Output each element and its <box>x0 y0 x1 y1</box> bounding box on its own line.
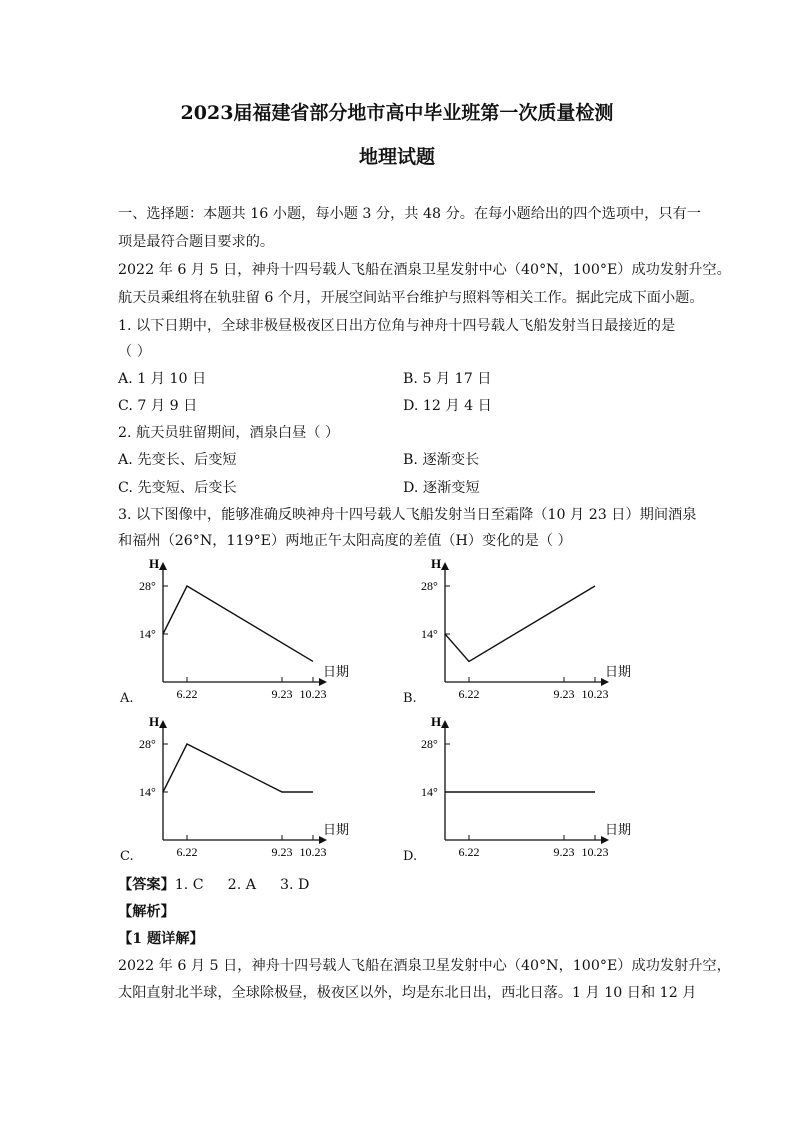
graph-c <box>115 710 365 870</box>
q2-stem: 2. 航天员驻留期间，酒泉白昼（ ） <box>118 425 340 441</box>
x-axis-arrow <box>601 678 609 686</box>
graph-b <box>397 552 647 712</box>
x-tick-label: 6.22 <box>176 845 198 859</box>
y-tick-label: 28° <box>421 579 438 593</box>
y-axis-arrow <box>441 562 449 570</box>
x-axis-arrow <box>319 678 327 686</box>
graph-d-label: D. <box>403 849 418 864</box>
analysis-tag: 【解析】 <box>118 904 175 920</box>
x-tick-label: 6.22 <box>458 845 480 859</box>
y-axis-arrow <box>159 720 167 728</box>
section-instruction-line-1: 一、选择题：本题共 16 小题，每小题 3 分，共 48 分。在每小题给出的四个选项中，只有一 <box>118 206 701 222</box>
analysis-line-1: 2022 年 6 月 5 日，神舟十四号载人飞船在酒泉卫星发射中心（40°N，100°E）成功发射升空， <box>118 958 731 974</box>
page-title: 2023届福建省部分地市高中毕业班第一次质量检测 <box>180 102 614 124</box>
section-instruction-line-2: 项是最符合题目要求的。 <box>118 234 275 250</box>
y-axis-label: H <box>149 714 160 729</box>
q1-option-c: C. 7 月 9 日 <box>118 398 198 414</box>
answer-3: 3. D <box>279 877 310 893</box>
answer-tag: 【答案】 <box>118 877 175 893</box>
q1-stem-line-2: （ ） <box>118 344 151 360</box>
q1-option-d: D. 12 月 4 日 <box>403 398 492 414</box>
answer-2: 2. A <box>227 877 256 893</box>
graph-d <box>397 710 647 870</box>
x-tick-label: 6.22 <box>176 687 198 701</box>
x-tick-label: 9.23 <box>271 845 293 859</box>
graph-a-label: A. <box>120 691 134 706</box>
answer-line <box>118 874 309 894</box>
y-axis-arrow <box>159 562 167 570</box>
q1-stem-line-1: 1. 以下日期中，全球非极昼极夜区日出方位角与神舟十四号载人飞船发射当日最接近的是 <box>118 318 676 334</box>
x-tick-label: 10.23 <box>299 845 327 859</box>
series-line <box>445 586 595 661</box>
y-axis-arrow <box>441 720 449 728</box>
y-tick-label: 14° <box>139 627 156 641</box>
y-axis-label: H <box>431 556 442 571</box>
graph-c-label: C. <box>120 849 134 864</box>
page-subtitle: 地理试题 <box>358 146 435 168</box>
q2-option-b: B. 逐渐变长 <box>403 452 480 468</box>
passage-line-1: 2022 年 6 月 5 日，神舟十四号载人飞船在酒泉卫星发射中心（40°N，100°E）成功发射升空。 <box>118 262 731 278</box>
y-axis-label: H <box>431 714 442 729</box>
q3-stem-line-1: 3. 以下图像中，能够准确反映神舟十四号载人飞船发射当日至霜降（10 月 23 日）期间酒泉 <box>118 507 697 523</box>
q1-option-b: B. 5 月 17 日 <box>403 371 492 387</box>
x-axis-arrow <box>319 836 327 844</box>
x-tick-label: 9.23 <box>553 687 575 701</box>
graph-b-label: B. <box>403 691 417 706</box>
q3-stem-line-2: 和福州（26°N，119°E）两地正午太阳高度的差值（H）变化的是（ ） <box>118 533 572 549</box>
y-tick-label: 28° <box>421 737 438 751</box>
x-tick-label: 10.23 <box>581 687 609 701</box>
series-line <box>163 744 313 792</box>
q1-option-a: A. 1 月 10 日 <box>118 371 207 387</box>
x-axis-label: 日期 <box>605 664 632 679</box>
x-tick-label: 9.23 <box>553 845 575 859</box>
series-line <box>163 586 313 661</box>
x-tick-label: 10.23 <box>581 845 609 859</box>
answer-1: 1. C <box>174 877 204 893</box>
x-tick-label: 6.22 <box>458 687 480 701</box>
x-tick-label: 10.23 <box>299 687 327 701</box>
y-tick-label: 14° <box>421 627 438 641</box>
y-tick-label: 28° <box>139 579 156 593</box>
q2-option-c: C. 先变短、后变长 <box>118 480 237 496</box>
x-axis-label: 日期 <box>323 822 350 837</box>
q2-option-d: D. 逐渐变短 <box>403 480 480 496</box>
analysis-detail-tag: 【1 题详解】 <box>118 931 204 947</box>
analysis-line-2: 太阳直射北半球，全球除极昼，极夜区以外，均是东北日出，西北日落。1 月 10 日和 12 月 <box>118 985 697 1001</box>
y-tick-label: 14° <box>139 785 156 799</box>
graph-a <box>115 552 365 712</box>
y-tick-label: 14° <box>421 785 438 799</box>
y-tick-label: 28° <box>139 737 156 751</box>
passage-line-2: 航天员乘组将在轨驻留 6 个月，开展空间站平台维护与照料等相关工作。据此完成下面小题。 <box>118 290 704 306</box>
x-axis-label: 日期 <box>605 822 632 837</box>
x-axis-label: 日期 <box>323 664 350 679</box>
x-axis-arrow <box>601 836 609 844</box>
q2-option-a: A. 先变长、后变短 <box>118 452 237 468</box>
x-tick-label: 9.23 <box>271 687 293 701</box>
y-axis-label: H <box>149 556 160 571</box>
